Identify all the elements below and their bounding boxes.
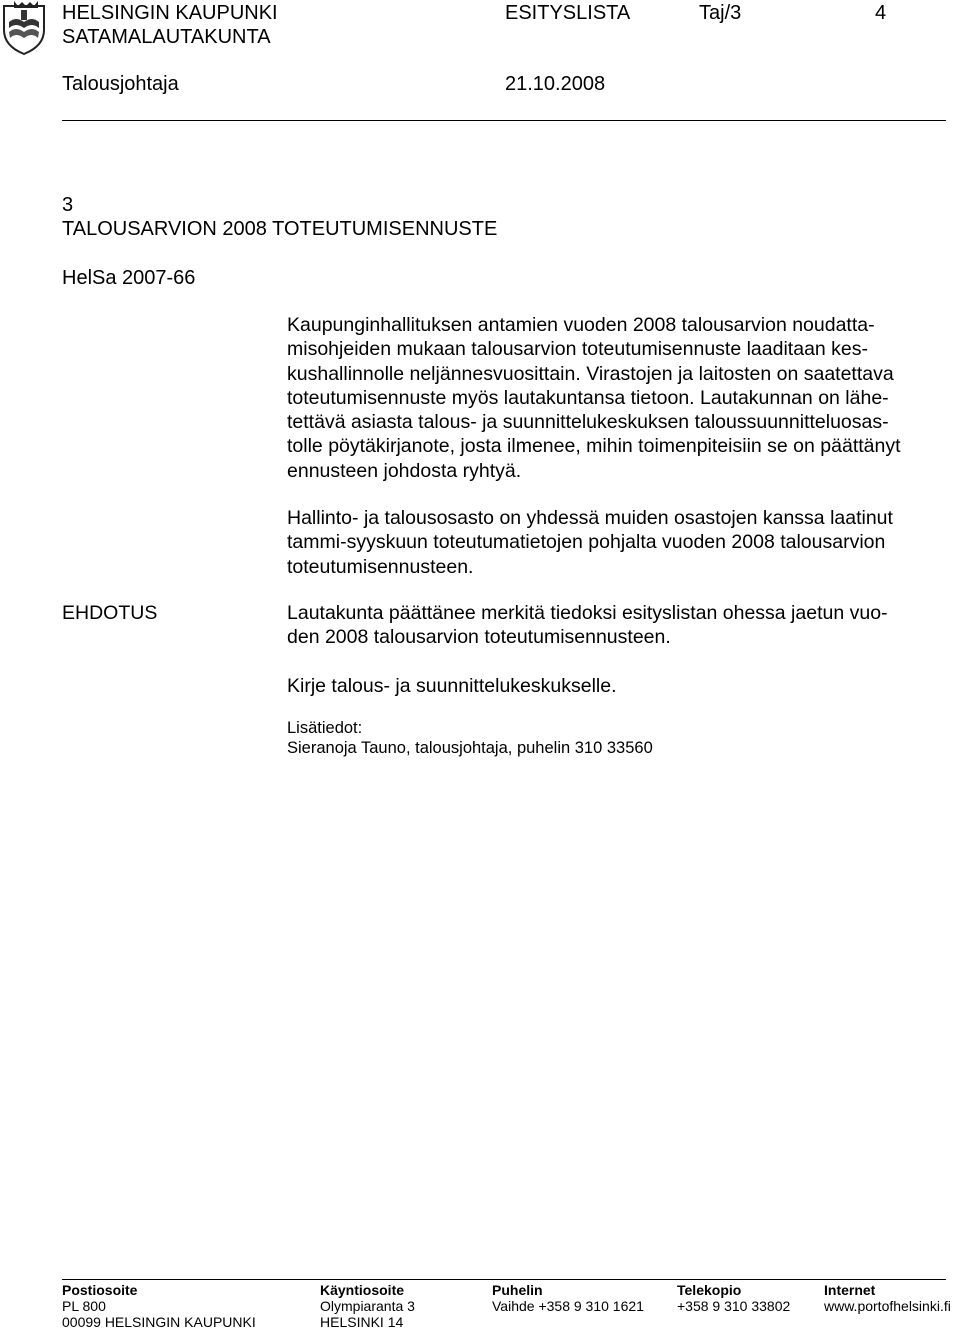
text-line: Kaupunginhallituksen antamien vuoden 2008 talousarvion noudatta- <box>287 314 875 336</box>
footer-heading: Telekopio <box>677 1282 742 1298</box>
footer-phone <box>492 1282 644 1314</box>
item-title: TALOUSARVION 2008 TOTEUTUMISENNUSTE <box>62 218 498 240</box>
text-line: kushallinnolle neljännesvuosittain. Virastojen ja laitosten on saatettava <box>287 362 894 385</box>
footer-postal <box>62 1282 256 1330</box>
footer-heading: Puhelin <box>492 1282 543 1298</box>
text-line: Hallinto- ja talousosasto on yhdessä muiden osastojen kanssa laatinut <box>287 507 893 529</box>
footer-visiting <box>320 1282 415 1330</box>
footer-website-link[interactable]: www.portofhelsinki.fi <box>824 1298 951 1314</box>
text-line: tammi-syyskuun toteutumatietojen pohjalta vuoden 2008 talousarvion <box>287 531 886 554</box>
board-name: SATAMALAUTAKUNTA <box>62 26 271 48</box>
footer-line: PL 800 <box>62 1298 106 1314</box>
document-date: 21.10.2008 <box>505 73 606 95</box>
text-line: den 2008 talousarvion toteutumisennusteen. <box>287 626 671 649</box>
text-line: ennusteen johdosta ryhtyä. <box>287 459 522 482</box>
paragraph-proposal <box>287 601 947 650</box>
info-contact: Sieranoja Tauno, talousjohtaja, puhelin 310 33560 <box>287 739 653 757</box>
footer-heading: Käyntiosoite <box>320 1282 405 1298</box>
text-line: Lautakunta päättänee merkitä tiedoksi esityslistan ohessa jaetun vuo- <box>287 602 888 624</box>
item-number: 3 <box>62 194 74 216</box>
helsinki-crest-logo <box>0 0 48 56</box>
page-number: 4 <box>875 2 887 24</box>
footer-line: Vaihde +358 9 310 1621 <box>492 1298 644 1314</box>
header-divider <box>62 120 946 121</box>
text-line: tettävä asiasta talous- ja suunnittelukeskuksen taloussuunnitteluosas- <box>287 411 889 434</box>
footer-line: 00099 HELSINGIN KAUPUNKI <box>62 1314 256 1330</box>
footer-line: +358 9 310 33802 <box>677 1298 791 1314</box>
footer-line: HELSINKI 14 <box>320 1314 404 1330</box>
footer-internet <box>824 1282 951 1314</box>
document-reference: Taj/3 <box>699 2 742 24</box>
paragraph-preparation <box>287 506 947 579</box>
text-line: toteutumisennuste myös lautakuntansa tietoon. Lautakunnan on lähe- <box>287 386 889 409</box>
footer-heading: Internet <box>824 1282 876 1298</box>
info-label: Lisätiedot: <box>287 719 363 737</box>
footer-line: Olympiaranta 3 <box>320 1298 415 1314</box>
paragraph-background <box>287 313 947 483</box>
document-type: ESITYSLISTA <box>505 2 631 24</box>
org-name: HELSINGIN KAUPUNKI <box>62 2 278 24</box>
footer-fax <box>677 1282 790 1314</box>
text-line: misohjeiden mukaan talousarvion toteutumisennuste laaditaan kes- <box>287 338 869 361</box>
text-line: tolle pöytäkirjanote, josta ilmenee, mihin toimenpiteisiin se on päättänyt <box>287 435 901 458</box>
item-reference: HelSa 2007-66 <box>62 267 196 289</box>
author-title: Talousjohtaja <box>62 73 179 95</box>
proposal-label: EHDOTUS <box>62 602 158 624</box>
text-line: toteutumisennusteen. <box>287 555 474 578</box>
paragraph-letter: Kirje talous- ja suunnittelukeskukselle. <box>287 675 617 697</box>
footer-divider <box>62 1279 946 1280</box>
footer-heading: Postiosoite <box>62 1282 138 1298</box>
